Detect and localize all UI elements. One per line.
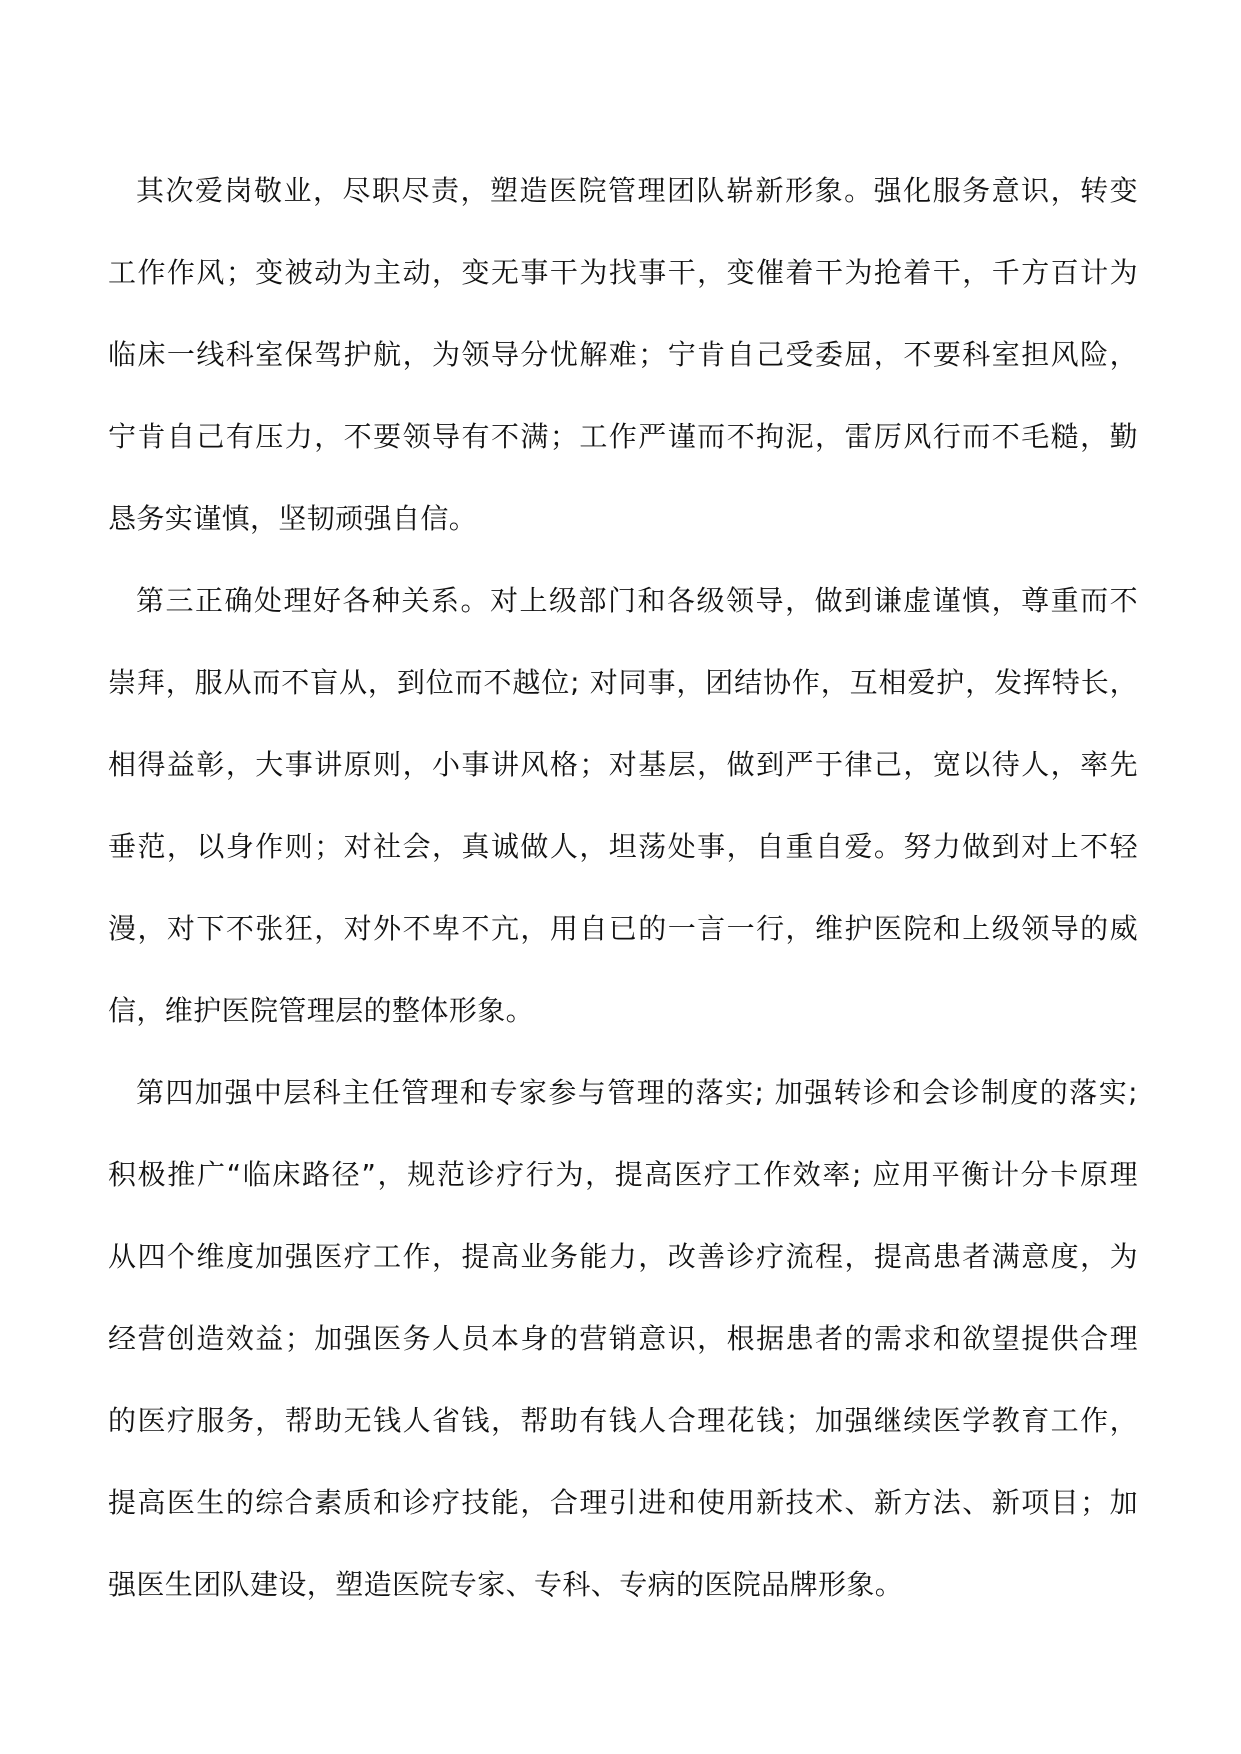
paragraph-line: 信，维护医院管理层的整体形象。	[108, 994, 535, 1027]
paragraph-line: 强医生团队建设，塑造医院专家、专科、专病的医院品牌形象。	[108, 1568, 904, 1601]
paragraph-line: 漫，对下不张狂，对外不卑不亢，用自已的一言一行，维护医院和上级领导的威	[108, 912, 1138, 945]
paragraph-line: 的医疗服务，帮助无钱人省钱，帮助有钱人合理花钱；加强继续医学教育工作，	[108, 1404, 1138, 1437]
paragraph-line: 临床一线科室保驾护航，为领导分忧解难；宁肯自己受委屈，不要科室担风险，	[108, 338, 1138, 371]
paragraph-line: 从四个维度加强医疗工作，提高业务能力，改善诊疗流程，提高患者满意度，为	[108, 1240, 1138, 1273]
paragraph-love-of-duty	[108, 150, 1138, 560]
paragraph-relationships	[108, 560, 1138, 1052]
paragraph-line: 恳务实谨慎，坚韧顽强自信。	[108, 502, 478, 535]
paragraph-line: 宁肯自己有压力，不要领导有不满；工作严谨而不拘泥，雷厉风行而不毛糙，勤	[108, 420, 1138, 453]
paragraph-line: 第三正确处理好各种关系。对上级部门和各级领导，做到谦虚谨慎，尊重而不	[136, 584, 1138, 617]
paragraph-line: 其次爱岗敬业，尽职尽责，塑造医院管理团队崭新形象。强化服务意识，转变	[136, 174, 1138, 207]
paragraph-line: 工作作风；变被动为主动，变无事干为找事干，变催着干为抢着干，千方百计为	[108, 256, 1138, 289]
paragraph-line: 积极推广“临床路径”，规范诊疗行为，提高医疗工作效率; 应用平衡计分卡原理	[108, 1158, 1138, 1191]
paragraph-line: 经营创造效益；加强医务人员本身的营销意识，根据患者的需求和欲望提供合理	[108, 1322, 1138, 1355]
paragraph-line: 崇拜，服从而不盲从，到位而不越位; 对同事，团结协作，互相爱护，发挥特长，	[108, 666, 1138, 699]
paragraph-line: 第四加强中层科主任管理和专家参与管理的落实; 加强转诊和会诊制度的落实;	[136, 1076, 1138, 1109]
paragraph-line: 提高医生的综合素质和诊疗技能，合理引进和使用新技术、新方法、新项目；加	[108, 1486, 1138, 1519]
paragraph-line: 垂范，以身作则；对社会，真诚做人，坦荡处事，自重自爱。努力做到对上不轻	[108, 830, 1138, 863]
paragraph-line: 相得益彰，大事讲原则，小事讲风格；对基层，做到严于律己，宽以待人，率先	[108, 748, 1138, 781]
paragraph-department-management	[108, 1052, 1138, 1626]
